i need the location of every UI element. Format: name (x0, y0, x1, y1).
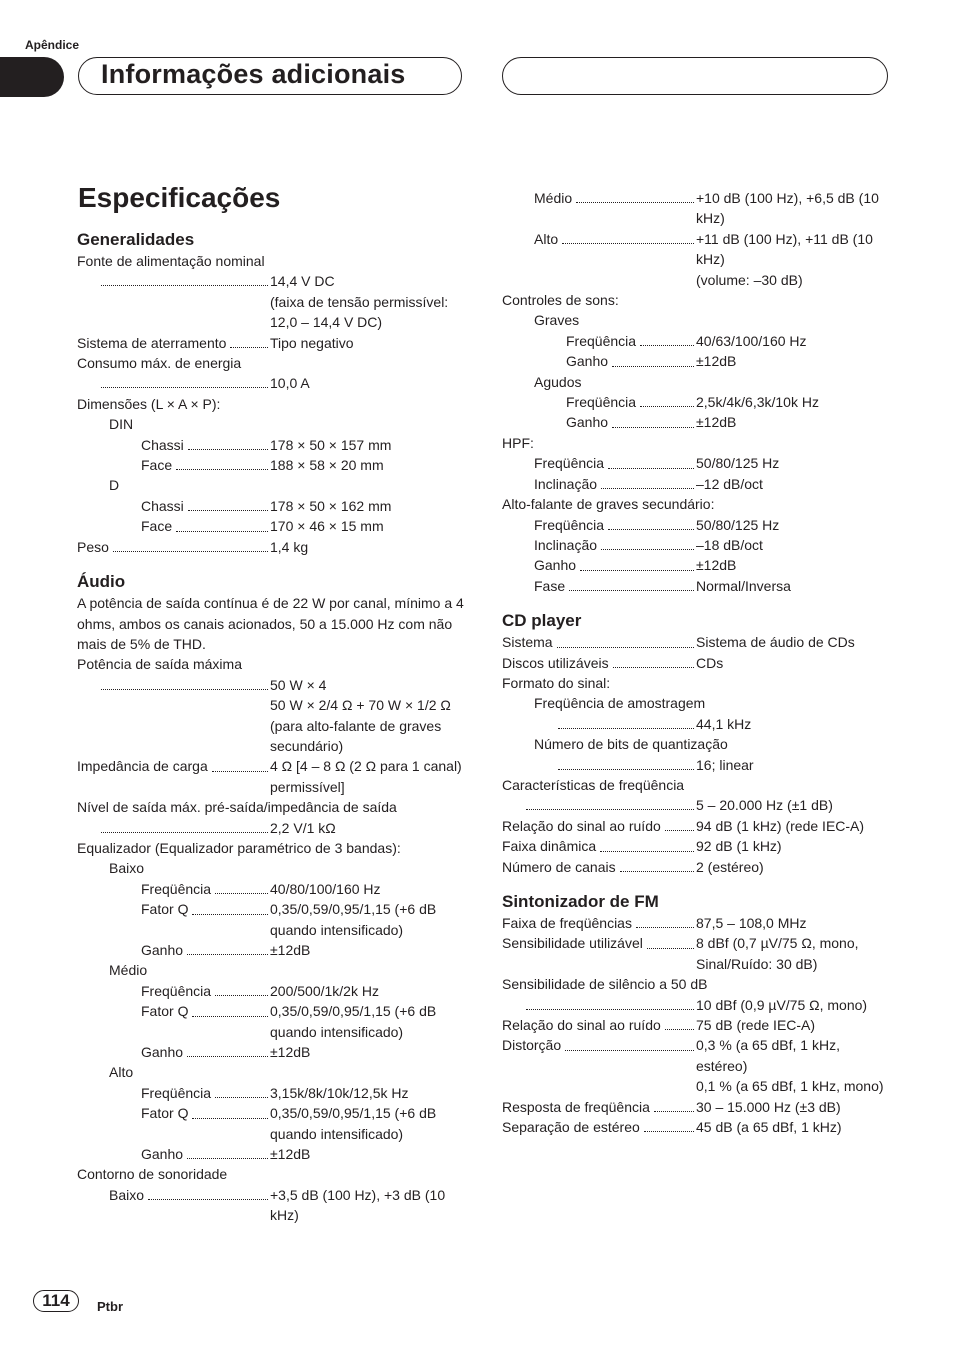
dot-leader (576, 201, 694, 203)
spec-group-label: Controles de sons: (502, 292, 619, 309)
spec-value: 50/80/125 Hz (696, 455, 780, 472)
dot-leader (176, 468, 268, 470)
spec-label-with-leader (502, 351, 696, 371)
spec-value: 4 Ω [4 – 8 Ω (2 Ω para 1 canal) permissível] (270, 758, 462, 795)
spec-label: Separação de estéreo (502, 1119, 640, 1136)
spec-label: Fator Q (141, 901, 189, 918)
spec-row (77, 271, 465, 332)
spec-group-label: Graves (534, 312, 580, 329)
spec-value: 40/80/100/160 Hz (270, 880, 381, 897)
spec-row (77, 1103, 465, 1144)
dot-leader (608, 467, 694, 469)
spec-row (77, 818, 465, 838)
spec-label-with-leader (502, 576, 696, 596)
spec-label-with-leader (502, 229, 696, 249)
spec-label-with-leader (502, 453, 696, 473)
spec-value: ±12dB (270, 1044, 311, 1061)
spec-label-with-leader (502, 995, 696, 1015)
spec-row (502, 576, 890, 596)
spec-label: Ganho (566, 353, 609, 370)
spec-row (502, 555, 890, 575)
spec-row (77, 981, 465, 1001)
spec-label-with-leader (502, 1097, 696, 1117)
spec-value: +10 dB (100 Hz), +6,5 dB (10 kHz) (696, 190, 879, 227)
spec-group-label: Formato do sinal: (502, 674, 611, 691)
spec-label-with-leader (502, 755, 696, 775)
spec-value: ±12dB (696, 353, 737, 370)
spec-row (77, 455, 465, 475)
spec-label: Faixa de freqüências (502, 915, 632, 931)
spec-label: Inclinação (534, 475, 598, 492)
spec-label: Fase (534, 577, 566, 594)
spec-row (502, 714, 890, 734)
dot-leader (601, 487, 694, 489)
dot-leader (612, 365, 694, 367)
dot-leader (187, 953, 268, 955)
spec-label: Ganho (141, 1044, 184, 1061)
spec-label-with-leader (502, 653, 696, 673)
spec-group-label: Baixo (109, 860, 145, 877)
spec-row (502, 1015, 890, 1035)
spec-value: 40/63/100/160 Hz (696, 332, 807, 349)
spec-label-with-leader (77, 818, 270, 838)
spec-row (502, 795, 890, 815)
dot-leader (644, 1130, 694, 1132)
section-heading: Áudio (77, 572, 126, 592)
spec-label-with-leader (77, 373, 270, 393)
spec-value: ±12dB (270, 942, 311, 958)
dot-leader (113, 550, 268, 552)
spec-label: Ganho (566, 414, 609, 431)
spec-label-with-leader (502, 331, 696, 351)
spec-label-with-leader (77, 675, 270, 695)
spec-group-label: Potência de saída máxima (77, 656, 242, 673)
spec-row (77, 1001, 465, 1042)
spec-label: Freqüência (141, 1084, 212, 1101)
spec-row (502, 412, 890, 432)
spec-label-with-leader (502, 535, 696, 555)
spec-value: 0,3 % (a 65 dBf, 1 kHz, estéreo) 0,1 % (a 65 dBf, 1 kHz, mono) (696, 1037, 884, 1095)
spec-group-label: Sensibilidade de silêncio a 50 dB (502, 976, 708, 993)
spec-value: –18 dB/oct (696, 536, 763, 553)
spec-value: Sistema de áudio de CDs (696, 634, 855, 651)
spec-group-label: Freqüência de amostragem (534, 695, 706, 712)
spec-value: 10 dBf (0,9 µV/75 Ω, mono) (696, 996, 868, 1013)
spec-row (502, 857, 890, 877)
spec-row (502, 1035, 890, 1096)
dot-leader (230, 346, 268, 348)
spec-label-with-leader (77, 1144, 270, 1164)
spec-row (502, 474, 890, 494)
spec-label-with-leader (502, 913, 696, 933)
spec-value: 178 × 50 × 157 mm (270, 436, 392, 453)
spec-label-with-leader (502, 714, 696, 734)
dot-leader (101, 284, 268, 286)
dot-leader (188, 509, 268, 511)
spec-label-with-leader (77, 271, 270, 291)
spec-label: Fator Q (141, 1003, 189, 1020)
spec-label-with-leader (77, 899, 270, 919)
spec-row (77, 879, 465, 899)
spec-label-with-leader (77, 1083, 270, 1103)
spec-label-with-leader (77, 1042, 270, 1062)
spec-group-label: Número de bits de quantização (534, 736, 728, 753)
spec-label-with-leader (502, 933, 696, 953)
dot-leader (215, 892, 268, 894)
spec-row (77, 940, 465, 960)
spec-label-with-leader (77, 1103, 270, 1123)
spec-label: Freqüência (534, 516, 605, 533)
spec-label-with-leader (502, 412, 696, 432)
spec-label-with-leader (77, 516, 270, 536)
dot-leader (192, 1117, 268, 1119)
spec-label-with-leader (77, 940, 270, 960)
spec-label-with-leader (502, 816, 696, 836)
spec-label: Faixa dinâmica (502, 838, 597, 855)
spec-value: 16; linear (696, 756, 754, 773)
spec-row (502, 453, 890, 473)
spec-group-label: Agudos (534, 373, 582, 390)
spec-label: Resposta de freqüência (502, 1098, 650, 1115)
dot-leader (647, 947, 694, 949)
dot-leader (562, 242, 694, 244)
spec-label: Relação do sinal ao ruído (502, 1017, 661, 1034)
spec-value: 3,15k/8k/10k/12,5k Hz (270, 1084, 409, 1101)
dot-leader (176, 530, 268, 532)
spec-label: Fator Q (141, 1105, 189, 1122)
section-spacer (502, 596, 890, 610)
dot-leader (558, 768, 694, 770)
spec-value: 87,5 – 108,0 MHz (696, 915, 807, 931)
spec-row (502, 755, 890, 775)
dot-leader (620, 870, 694, 872)
spec-value: 170 × 46 × 15 mm (270, 518, 384, 535)
spec-label: Face (141, 457, 173, 474)
dot-leader (526, 808, 694, 810)
header-title-box (78, 57, 462, 95)
spec-group-label: Fonte de alimentação nominal (77, 253, 265, 269)
section-heading: CD player (502, 611, 582, 631)
page-number: 114 (33, 1290, 79, 1312)
spec-value: ±12dB (696, 557, 737, 574)
spec-label: Sistema de aterramento (77, 334, 227, 351)
spec-value: 200/500/1k/2k Hz (270, 982, 379, 999)
section-heading: Generalidades (77, 230, 195, 249)
spec-label-with-leader (77, 1001, 270, 1021)
spec-row (502, 632, 890, 652)
language-code: Ptbr (97, 1299, 123, 1314)
spec-value: 0,35/0,59/0,95/1,15 (+6 dB quando intensificado) (270, 1003, 437, 1040)
spec-label: Sensibilidade utilizável (502, 935, 643, 952)
dot-leader (558, 727, 694, 729)
spec-label-with-leader (502, 392, 696, 412)
spec-group-label: Médio (109, 962, 148, 979)
spec-label: Inclinação (534, 536, 598, 553)
spec-value: 178 × 50 × 162 mm (270, 497, 392, 514)
dot-leader (187, 1157, 268, 1159)
spec-group-label: Equalizador (Equalizador paramétrico de 3 bandas): (77, 839, 401, 856)
spec-label-with-leader (502, 1015, 696, 1035)
dot-leader (101, 831, 268, 833)
dot-leader (565, 1049, 694, 1051)
spec-row (77, 496, 465, 516)
section-tab-marker (0, 57, 64, 97)
spec-label: Número de canais (502, 858, 616, 875)
spec-column-right (502, 188, 890, 1137)
spec-group-label: Alto (109, 1064, 134, 1081)
dot-leader (608, 528, 694, 530)
spec-label: Ganho (141, 1146, 184, 1163)
spec-row (502, 816, 890, 836)
spec-row (502, 836, 890, 856)
spec-row (77, 899, 465, 940)
spec-value: 0,35/0,59/0,95/1,15 (+6 dB quando intensificado) (270, 1105, 437, 1142)
spec-row (77, 1083, 465, 1103)
dot-leader (640, 405, 694, 407)
spec-value: ±12dB (696, 414, 737, 431)
spec-value: 5 – 20.000 Hz (±1 dB) (696, 797, 833, 814)
spec-value: 30 – 15.000 Hz (±3 dB) (696, 1098, 841, 1115)
dot-leader (636, 926, 694, 928)
spec-value: 2 (estéreo) (696, 858, 764, 875)
spec-row (502, 933, 890, 974)
spec-label-with-leader (502, 857, 696, 877)
spec-label: Alto (534, 230, 559, 247)
spec-label-with-leader (502, 632, 696, 652)
spec-value: 44,1 kHz (696, 715, 752, 732)
spec-group-label: HPF: (502, 434, 534, 451)
spec-row (502, 535, 890, 555)
spec-value: +3,5 dB (100 Hz), +3 dB (10 kHz) (270, 1186, 446, 1224)
spec-label: Chassi (141, 497, 184, 514)
dot-leader (580, 569, 694, 571)
spec-group-label: D (109, 477, 120, 494)
spec-value: 14,4 V DC (faixa de tensão permissível: 12,0 – 14,4 V DC) (270, 273, 449, 331)
dot-leader (665, 829, 694, 831)
dot-leader (101, 386, 268, 388)
spec-label: Chassi (141, 436, 184, 453)
spec-label-with-leader (77, 537, 270, 557)
spec-label-with-leader (77, 756, 270, 776)
spec-row (502, 913, 890, 933)
spec-value: 188 × 58 × 20 mm (270, 457, 384, 474)
dot-leader (600, 850, 694, 852)
dot-leader (212, 770, 268, 772)
spec-row (77, 756, 465, 797)
dot-leader (557, 646, 694, 648)
spec-value: +11 dB (100 Hz), +11 dB (10 kHz) (volume: –30 dB) (696, 230, 873, 288)
spec-row (502, 351, 890, 371)
spec-label: Freqüência (534, 455, 605, 472)
spec-row (502, 515, 890, 535)
spec-label: Face (141, 518, 173, 535)
spec-value: 2,5k/4k/6,3k/10k Hz (696, 394, 819, 411)
dot-leader (148, 1198, 268, 1200)
spec-value: Tipo negativo (270, 334, 354, 351)
spec-value: ±12dB (270, 1146, 311, 1163)
spec-label-with-leader (502, 836, 696, 856)
spec-label: Impedância de carga (77, 758, 208, 775)
dot-leader (569, 589, 694, 591)
spec-label-with-leader (502, 1117, 696, 1137)
spec-label: Baixo (109, 1186, 145, 1203)
spec-label-with-leader (77, 496, 270, 516)
header-title: Informações adicionais (101, 59, 406, 89)
spec-value: 8 dBf (0,7 µV/75 Ω, mono, Sinal/Ruído: 30 dB) (696, 935, 859, 972)
spec-label-with-leader (502, 555, 696, 575)
spec-row (502, 392, 890, 412)
section-heading: Sintonizador de FM (502, 892, 659, 911)
spec-row (77, 1144, 465, 1164)
spec-label: Ganho (141, 942, 184, 958)
spec-value: 92 dB (1 kHz) (696, 838, 782, 855)
spec-label-with-leader (502, 515, 696, 535)
spec-row (77, 435, 465, 455)
spec-row (502, 1117, 890, 1137)
spec-value: 2,2 V/1 kΩ (270, 819, 336, 836)
section-label: Apêndice (25, 38, 80, 52)
spec-group-label: Consumo máx. de energia (77, 355, 242, 372)
spec-value: –12 dB/oct (696, 475, 763, 492)
spec-value: CDs (696, 654, 724, 671)
spec-row (77, 675, 465, 757)
dot-leader (215, 1096, 268, 1098)
spec-value: 10,0 A (270, 375, 310, 392)
spec-label-with-leader (77, 435, 270, 455)
spec-row (77, 333, 465, 353)
spec-label-with-leader (77, 333, 270, 353)
spec-label: Freqüência (566, 332, 637, 349)
spec-value: 1,4 kg (270, 538, 309, 555)
spec-label: Freqüência (141, 982, 212, 999)
spec-label-with-leader (502, 474, 696, 494)
dot-leader (640, 344, 694, 346)
dot-leader (192, 913, 268, 915)
spec-row (502, 188, 890, 229)
dot-leader (215, 994, 268, 996)
spec-row (502, 653, 890, 673)
spec-label: Sistema (502, 634, 553, 651)
spec-row (502, 1097, 890, 1117)
spec-value: 0,35/0,59/0,95/1,15 (+6 dB quando intensificado) (270, 901, 437, 938)
spec-column-left (77, 229, 465, 1226)
dot-leader (101, 688, 268, 690)
spec-group-label: Nível de saída máx. pré-saída/impedância de saída (77, 799, 397, 816)
spec-label: Distorção (502, 1037, 562, 1054)
spec-label: Freqüência (566, 394, 637, 411)
spec-row (502, 229, 890, 290)
spec-label-with-leader (502, 188, 696, 208)
spec-value: 94 dB (1 kHz) (rede IEC-A) (696, 817, 865, 834)
spec-group-label: A potência de saída contínua é de 22 W por canal, mínimo a 4 ohms, ambos os canais acionados, 50 a 15.000 Hz com não mais de 5% de THD. (77, 595, 464, 652)
spec-value: Normal/Inversa (696, 577, 791, 594)
dot-leader (654, 1110, 694, 1112)
spec-group-label: Características de freqüência (502, 776, 685, 793)
spec-label: Discos utilizáveis (502, 654, 609, 671)
spec-label: Médio (534, 190, 573, 206)
dot-leader (601, 548, 694, 550)
spec-row (77, 1042, 465, 1062)
spec-row (502, 331, 890, 351)
dot-leader (526, 1008, 694, 1010)
spec-group-label: Dimensões (L × A × P): (77, 395, 221, 412)
spec-label: Freqüência (141, 880, 212, 897)
dot-leader (192, 1015, 268, 1017)
dot-leader (665, 1028, 694, 1030)
spec-label: Ganho (534, 557, 577, 574)
spec-row (77, 1185, 465, 1226)
spec-row (77, 537, 465, 557)
section-spacer (77, 557, 465, 571)
spec-group-label: Alto-falante de graves secundário: (502, 496, 715, 513)
spec-label-with-leader (77, 1185, 270, 1205)
spec-value: 50 W × 4 50 W × 2/4 Ω + 70 W × 1/2 Ω (para alto-falante de graves secundário) (270, 676, 451, 754)
spec-label: Relação do sinal ao ruído (502, 817, 661, 834)
section-spacer (502, 877, 890, 891)
dot-leader (613, 666, 694, 668)
spec-label: Peso (77, 538, 109, 555)
spec-value: 75 dB (rede IEC-A) (696, 1017, 816, 1034)
spec-value: 50/80/125 Hz (696, 516, 780, 533)
spec-value: 45 dB (a 65 dBf, 1 kHz) (696, 1119, 842, 1136)
dot-leader (187, 1055, 268, 1057)
spec-row (77, 516, 465, 536)
spec-row (77, 373, 465, 393)
dot-leader (612, 426, 694, 428)
spec-label-with-leader (502, 795, 696, 815)
spec-label-with-leader (77, 981, 270, 1001)
dot-leader (188, 448, 268, 450)
spec-group-label: DIN (109, 416, 134, 433)
spec-row (502, 995, 890, 1015)
spec-label-with-leader (502, 1035, 696, 1055)
spec-group-label: Contorno de sonoridade (77, 1166, 228, 1183)
header-empty-box (502, 57, 888, 95)
spec-label-with-leader (77, 879, 270, 899)
page-heading: Especificações (78, 182, 281, 213)
spec-label-with-leader (77, 455, 270, 475)
